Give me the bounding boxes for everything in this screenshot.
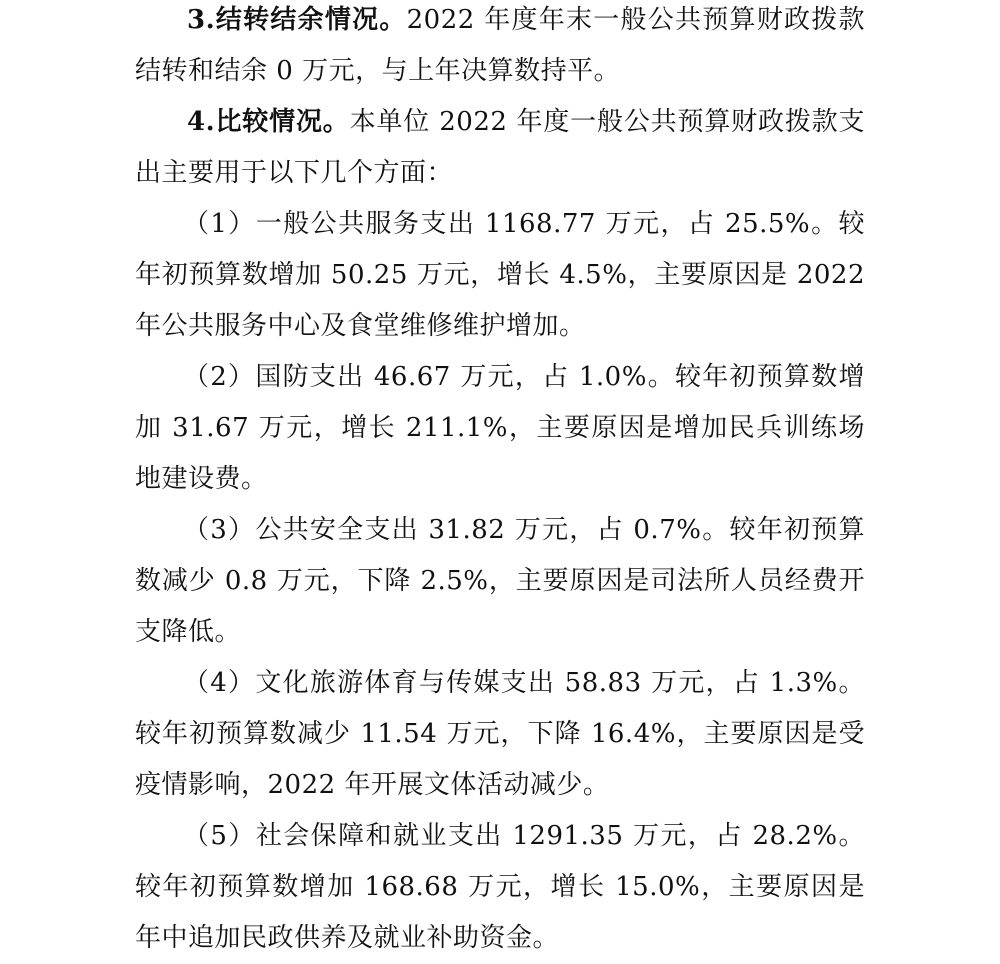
list-item-culture-tourism-sports-media: （4）文化旅游体育与传媒支出 58.83 万元，占 1.3%。较年初预算数减少 11.54 万元，下降 16.4%，主要原因是受疫情影响，2022 年开展文体活动减少。	[135, 668, 865, 800]
paragraph-heading: 3.结转结余情况。	[187, 5, 407, 35]
list-item-national-defense: （2）国防支出 46.67 万元，占 1.0%。较年初预算数增加 31.67 万元，增长 211.1%，主要原因是增加民兵训练场地建设费。	[135, 362, 865, 494]
paragraph-text: 本单位 2022 年度一般公共预算财政拨款支出主要用于以下几个方面：	[135, 107, 865, 188]
paragraph-heading: 4.比较情况。	[187, 107, 350, 137]
document-body	[135, 0, 865, 964]
list-item-social-security-employment: （5）社会保障和就业支出 1291.35 万元，占 28.2%。较年初预算数增加 168.68 万元，增长 15.0%，主要原因是年中追加民政供养及就业补助资金。	[135, 821, 865, 953]
paragraph-comparison	[135, 97, 865, 199]
list-item-public-security: （3）公共安全支出 31.82 万元，占 0.7%。较年初预算数减少 0.8 万元，下降 2.5%，主要原因是司法所人员经费开支降低。	[135, 515, 865, 647]
list-item-general-public-services: （1）一般公共服务支出 1168.77 万元，占 25.5%。较年初预算数增加 50.25 万元，增长 4.5%，主要原因是 2022 年公共服务中心及食堂维修维护增加。	[135, 209, 865, 341]
paragraph-carryover	[135, 0, 865, 97]
paragraph-text: 2022 年度年末一般公共预算财政拨款结转和结余 0 万元，与上年决算数持平。	[135, 5, 865, 86]
